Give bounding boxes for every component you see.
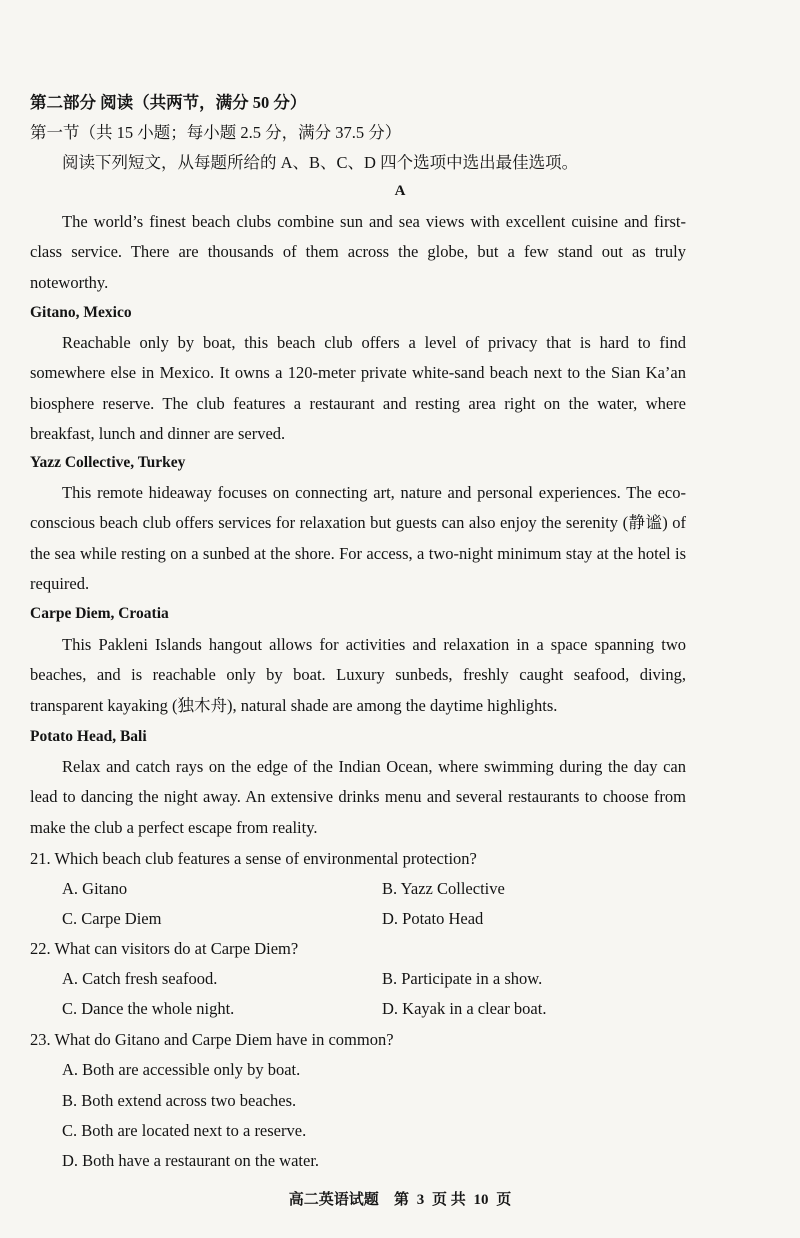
answer-option: D. Potato Head [382, 909, 484, 928]
answer-option: D. Both have a restaurant on the water. [62, 1151, 320, 1170]
answer-option: A. Both are accessible only by boat. [62, 1060, 301, 1079]
question-stem: 23. What do Gitano and Carpe Diem have in common? [30, 1030, 394, 1049]
answer-option: C. Both are located next to a reserve. [62, 1121, 307, 1140]
page-total: 10 [473, 1192, 489, 1208]
passage-intro: The world’s finest beach clubs combine sun and sea views with excellent cuisine and first-class service. There are thousands of them across the globe, but a few stand out as truly noteworthy. [30, 212, 686, 292]
club-heading: Yazz Collective, Turkey [30, 454, 186, 471]
question-stem: 21. Which beach club features a sense of environmental protection? [30, 849, 477, 868]
club-heading: Carpe Diem, Croatia [30, 605, 169, 622]
page-suffix: 页 [496, 1192, 512, 1208]
club-heading: Potato Head, Bali [30, 728, 147, 745]
club-description: Reachable only by boat, this beach club offers a level of privacy that is hard to find somewhere else in Mexico. It owns a 120-meter private white-sand beach next to the Sian Ka’an biosphere reserve. The club features a restaurant and resting area right on the water, where breakfast, lunch and dinner are served. [30, 333, 686, 444]
club-heading: Gitano, Mexico [30, 304, 132, 321]
club-description: This Pakleni Islands hangout allows for activities and relaxation in a space spanning two beaches, and is reachable only by boat. Luxury sunbeds, freshly caught seafood, diving, transparent kayaking (独木舟), natural shade are among the daytime highlights. [30, 635, 686, 715]
page-prefix: 第 [393, 1192, 409, 1208]
answer-option: A. Catch fresh seafood. [62, 969, 218, 988]
answer-option: B. Both extend across two beaches. [62, 1091, 297, 1110]
club-description: Relax and catch rays on the edge of the Indian Ocean, where swimming during the day can lead to dancing the night away. An extensive drinks menu and several restaurants to choose from make the club a perfect escape from reality. [30, 757, 686, 837]
question-stem: 22. What can visitors do at Carpe Diem? [30, 939, 299, 958]
page-number: 3 [416, 1192, 425, 1208]
answer-option: D. Kayak in a clear boat. [382, 999, 547, 1018]
instruction: 阅读下列短文，从每题所给的 A、B、C、D 四个选项中选出最佳选项。 [62, 153, 579, 172]
answer-option: B. Participate in a show. [382, 969, 543, 988]
page-footer [0, 1188, 800, 1209]
section-title: 第二部分 阅读（共两节，满分 50 分） [30, 93, 307, 112]
answer-option: C. Carpe Diem [62, 909, 162, 928]
answer-option: B. Yazz Collective [382, 879, 505, 898]
answer-option: A. Gitano [62, 879, 128, 898]
club-description: This remote hideaway focuses on connecting art, nature and personal experiences. The eco-conscious beach club offers services for relaxation but guests can also enjoy the serenity (静谧) of the sea while resting on a sunbed at the shore. For access, a two-night minimum stay at the hotel is required. [30, 483, 686, 594]
page-mid: 页 共 [432, 1192, 466, 1208]
section-subtitle: 第一节（共 15 小题；每小题 2.5 分，满分 37.5 分） [30, 123, 402, 142]
exam-name: 高二英语试题 [288, 1192, 379, 1208]
passage-label: A [394, 183, 406, 199]
answer-option: C. Dance the whole night. [62, 999, 235, 1018]
